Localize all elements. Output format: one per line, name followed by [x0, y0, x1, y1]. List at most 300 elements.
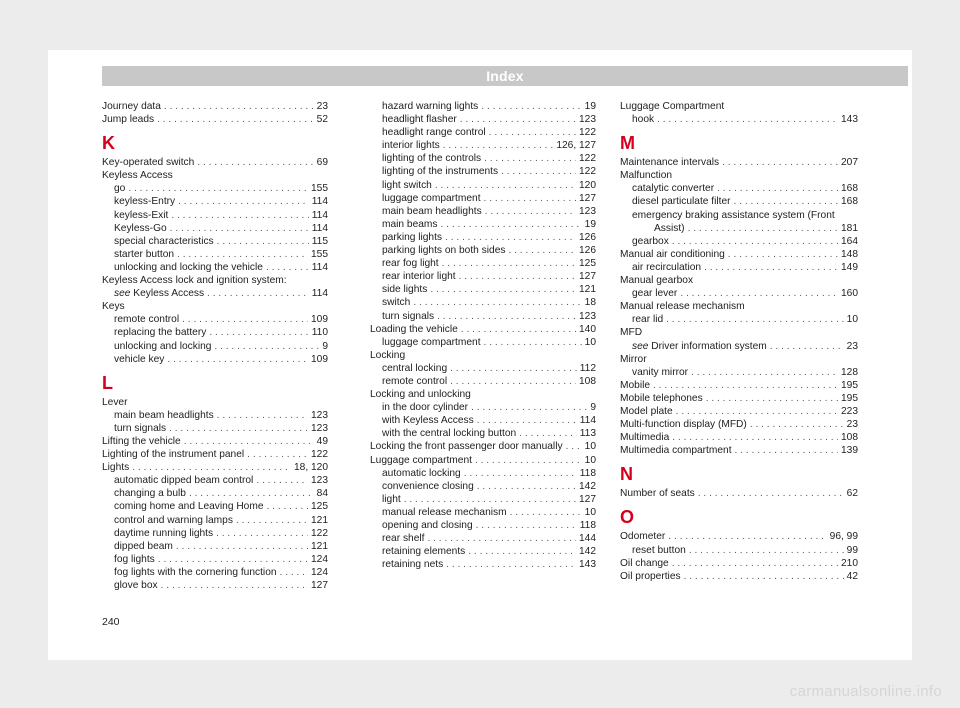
entry-label: Manual air conditioning: [620, 248, 725, 260]
entry-label: Key-operated switch: [102, 157, 195, 169]
entry-label: Multi-function display (MFD): [620, 419, 747, 431]
entry-label: coming home and Leaving Home: [114, 501, 264, 513]
dot-leader: [430, 283, 576, 296]
entry-label: Jump leads: [102, 114, 155, 126]
dot-leader: [157, 113, 314, 126]
entry-label: keyless-Exit: [114, 209, 169, 221]
dot-leader: [672, 235, 838, 248]
entry-label: unlocking and locking: [114, 340, 212, 352]
page-reference: 128: [841, 366, 858, 378]
index-subentry: [370, 414, 596, 427]
entry-label: reset button: [632, 544, 686, 556]
entry-label: parking lights: [382, 231, 443, 243]
entry-label: Journey data: [102, 101, 161, 112]
entry-label: fog lights: [114, 553, 155, 565]
watermark: carmanualsonline.info: [789, 683, 942, 700]
dot-leader: [132, 461, 291, 474]
index-heading-entry: Locking and unlocking: [370, 389, 471, 401]
entry-continuation: [632, 222, 858, 235]
index-subentry: [370, 192, 596, 205]
dot-leader: [735, 444, 838, 457]
index-subentry: [102, 248, 328, 261]
entry-label: rear interior light: [382, 271, 456, 283]
index-subentry: [102, 422, 328, 435]
dot-leader: [443, 139, 554, 152]
page-reference: 52: [316, 114, 328, 126]
see-target: Keyless Access: [130, 288, 205, 300]
page-reference: 114: [311, 209, 328, 221]
index-entry: [102, 156, 328, 169]
dot-leader: [485, 205, 576, 218]
page-reference: 122: [579, 153, 596, 165]
dot-leader: [468, 545, 576, 558]
dot-leader: [734, 195, 838, 208]
dot-leader: [161, 579, 308, 592]
page-reference: 10: [584, 454, 596, 466]
dot-leader: [484, 336, 582, 349]
entry-label: automatic locking: [382, 467, 461, 479]
see-target: Driver information system: [648, 340, 767, 352]
entry-label: central locking: [382, 362, 448, 374]
index-subentry: [370, 336, 596, 349]
index-subentry: [370, 296, 596, 309]
page-reference: 118: [579, 520, 596, 531]
index-subentry: [102, 261, 328, 274]
dot-leader: [169, 422, 308, 435]
page-reference: 49: [316, 435, 328, 447]
page-reference: 125: [579, 258, 596, 270]
entry-label: vehicle key: [114, 353, 165, 365]
entry-label: replacing the battery: [114, 327, 207, 339]
entry-label: convenience closing: [382, 480, 474, 492]
dot-leader: [178, 195, 309, 208]
entry-label: luggage compartment: [382, 192, 481, 204]
index-page: [48, 50, 912, 660]
dot-leader: [688, 222, 838, 235]
index-subentry: [620, 235, 858, 248]
entry-label: [114, 287, 204, 300]
dot-leader: [698, 487, 844, 500]
dot-leader: [236, 514, 308, 527]
index-subentry: [370, 480, 596, 493]
entry-label: main beam headlights: [114, 409, 214, 421]
dot-leader: [216, 527, 308, 540]
dot-leader: [197, 156, 313, 169]
index-subentry: [370, 506, 596, 519]
entry-label: Odometer: [620, 531, 666, 543]
dot-leader: [728, 248, 838, 261]
dot-leader: [684, 570, 844, 583]
index-subentry: [102, 340, 328, 353]
entry-label: rear lid: [632, 314, 664, 326]
entry-label: in the door cylinder: [382, 402, 469, 414]
index-subentry: [370, 270, 596, 283]
index-entry: [620, 570, 858, 583]
page-reference: 109: [311, 314, 328, 326]
dot-leader: [484, 152, 576, 165]
dot-leader: [477, 414, 577, 427]
page-reference: 122: [311, 449, 328, 461]
dot-leader: [489, 126, 576, 139]
dot-leader: [461, 323, 576, 336]
entry-label: light: [382, 493, 401, 505]
page-reference: 122: [579, 166, 596, 178]
index-subentry: [370, 362, 596, 375]
page-reference: 124: [311, 566, 328, 578]
dot-leader: [477, 480, 576, 493]
dot-leader: [445, 231, 576, 244]
index-subentry: [102, 326, 328, 339]
dot-leader: [464, 467, 577, 480]
index-subentry: [370, 139, 596, 152]
page-reference: 125: [311, 501, 328, 513]
page-reference: 126, 127: [556, 140, 596, 152]
index-subentry: [370, 100, 596, 113]
index-subentry: [620, 366, 858, 379]
page-reference: 10: [846, 314, 858, 326]
dot-leader: [672, 557, 838, 570]
entry-label: hook: [632, 114, 655, 126]
entry-label: Model plate: [620, 405, 673, 417]
page-reference: 114: [311, 261, 328, 273]
index-subentry: [102, 209, 328, 222]
page-reference: 122: [579, 127, 596, 139]
dot-leader: [689, 544, 844, 557]
index-subentry: [102, 527, 328, 540]
dot-leader: [446, 558, 576, 571]
dot-leader: [267, 500, 308, 513]
page-reference: 168: [841, 196, 858, 208]
see-reference: see: [114, 288, 131, 300]
entry-label: Locking the front passenger door manually: [370, 441, 563, 453]
page-reference: 160: [841, 288, 858, 300]
page-reference: 123: [311, 409, 328, 421]
page-reference: 122: [311, 527, 328, 539]
entry-label: changing a bulb: [114, 488, 186, 500]
index-subentry: [370, 545, 596, 558]
entry-label: Mobile: [620, 379, 651, 391]
index-entry: [102, 100, 328, 113]
index-entry: [102, 448, 328, 461]
page-reference: 148: [841, 248, 858, 260]
dot-leader: [481, 100, 581, 113]
entry-label: air recirculation: [632, 261, 702, 273]
page-reference: 195: [841, 392, 858, 404]
page-reference: 223: [841, 405, 858, 417]
page-reference: 114: [311, 288, 328, 300]
dot-leader: [437, 310, 576, 323]
dot-leader: [672, 431, 838, 444]
dot-leader: [182, 313, 308, 326]
index-subentry: [370, 493, 596, 506]
index-subentry: [370, 179, 596, 192]
index-entry: [102, 435, 328, 448]
entry-label: switch: [382, 297, 411, 309]
entry-label: headlight range control: [382, 127, 486, 139]
index-subentry: [102, 182, 328, 195]
index-subentry: [102, 500, 328, 513]
index-subentry: [620, 209, 858, 235]
entry-label: vanity mirror: [632, 366, 689, 378]
page-reference: 126: [579, 245, 596, 257]
page-reference: 23: [846, 419, 858, 431]
dot-leader: [184, 435, 314, 448]
dot-leader: [177, 248, 308, 261]
index-subentry: [620, 340, 858, 353]
dot-leader: [450, 375, 576, 388]
dot-leader: [717, 182, 838, 195]
entry-label: daytime running lights: [114, 527, 214, 539]
entry-label: luggage compartment: [382, 336, 481, 348]
page-reference: 62: [846, 488, 858, 500]
entry-label: gear lever: [632, 288, 678, 300]
page-reference: 18, 120: [294, 462, 328, 474]
dot-leader: [680, 287, 838, 300]
page-reference: 23: [846, 340, 858, 352]
index-subentry: [620, 182, 858, 195]
entry-label: starter button: [114, 248, 175, 260]
page-reference: 114: [311, 196, 328, 208]
dot-leader: [427, 532, 576, 545]
entry-label: manual release mechanism: [382, 506, 507, 518]
page-reference: 126: [579, 231, 596, 243]
page-number: 240: [102, 616, 120, 628]
page-reference: 127: [579, 271, 596, 283]
dot-leader: [508, 244, 576, 257]
index-subentry: [370, 532, 596, 545]
dot-leader: [484, 192, 576, 205]
index-heading-entry: Mirror: [620, 353, 647, 365]
page-reference: 18: [584, 297, 596, 309]
page-reference: 121: [311, 514, 328, 526]
dot-leader: [668, 530, 826, 543]
dot-leader: [519, 427, 577, 440]
index-entry: [620, 405, 858, 418]
index-subentry: [102, 474, 328, 487]
index-subentry: [620, 113, 858, 126]
page-reference: 164: [841, 235, 858, 247]
page-reference: 127: [579, 192, 596, 204]
index-subentry: [620, 287, 858, 300]
page-reference: 96, 99: [829, 531, 858, 543]
index-entry: [620, 557, 858, 570]
entry-label: lighting of the controls: [382, 153, 482, 165]
index-heading-entry: Manual gearbox: [620, 275, 694, 287]
dot-leader: [413, 296, 581, 309]
index-subentry: [370, 218, 596, 231]
page-reference: 123: [311, 422, 328, 434]
page-reference: 127: [579, 493, 596, 505]
index-column-3: [620, 100, 858, 583]
page-reference: 139: [841, 445, 858, 457]
index-subentry: [102, 409, 328, 422]
entry-label: with the central locking button: [382, 428, 517, 440]
index-entry: [620, 444, 858, 457]
index-subentry: [370, 231, 596, 244]
index-subentry: [102, 487, 328, 500]
page-reference: 168: [841, 183, 858, 195]
entry-label: Keyless-Go: [114, 222, 167, 234]
page-reference: 109: [311, 353, 328, 365]
dot-leader: [214, 340, 319, 353]
see-reference: see: [632, 340, 649, 352]
index-entry: [370, 440, 596, 453]
page-reference: 114: [579, 415, 596, 427]
entry-label: Number of seats: [620, 488, 695, 500]
dot-leader: [158, 553, 308, 566]
index-entry: [102, 113, 328, 126]
index-subentry: [370, 257, 596, 270]
page-reference: 23: [316, 101, 328, 112]
index-entry: [620, 418, 858, 431]
entry-label: Oil properties: [620, 570, 681, 582]
page-reference: 121: [311, 540, 328, 552]
dot-leader: [164, 100, 314, 113]
entry-label: Lifting the vehicle: [102, 435, 181, 447]
index-subentry: [370, 310, 596, 323]
dot-leader: [442, 257, 576, 270]
dot-leader: [176, 540, 308, 553]
entry-label: Maintenance intervals: [620, 157, 720, 169]
index-subentry: [102, 313, 328, 326]
index-subentry: [370, 427, 596, 440]
page-reference: 19: [584, 101, 596, 112]
index-heading-entry: Lever: [102, 396, 128, 408]
page-reference: 84: [316, 488, 328, 500]
page-reference: 99: [846, 544, 858, 556]
dot-leader: [441, 218, 582, 231]
entry-label: glove box: [114, 580, 158, 591]
index-subentry: [370, 113, 596, 126]
entry-label: catalytic converter: [632, 183, 715, 195]
index-subentry: [370, 375, 596, 388]
entry-label: Loading the vehicle: [370, 323, 458, 335]
entry-label: turn signals: [382, 310, 435, 322]
page-reference: 42: [846, 570, 858, 582]
index-subentry: [620, 195, 858, 208]
index-heading-entry: Keys: [102, 301, 125, 313]
entry-label: retaining nets: [382, 559, 444, 571]
dot-leader: [167, 353, 308, 366]
entry-label: automatic dipped beam control: [114, 475, 254, 487]
page-reference: 123: [311, 475, 328, 487]
dot-leader: [128, 182, 308, 195]
dot-leader: [676, 405, 838, 418]
index-entry: [370, 454, 596, 467]
entry-label: turn signals: [114, 422, 167, 434]
page-header: Index: [102, 66, 908, 86]
dot-leader: [653, 379, 838, 392]
page-reference: 118: [579, 467, 596, 479]
entry-label: gearbox: [632, 235, 669, 247]
index-subentry: [370, 165, 596, 178]
index-subentry: [370, 401, 596, 414]
index-heading-entry: Keyless Access lock and ignition system:: [102, 275, 287, 287]
dot-leader: [770, 340, 844, 353]
page-reference: 181: [841, 222, 858, 234]
index-subentry: [102, 514, 328, 527]
page-reference: 143: [579, 559, 596, 571]
page-reference: 10: [584, 441, 596, 453]
dot-leader: [256, 474, 308, 487]
index-subentry: [620, 544, 858, 557]
entry-label: [632, 340, 767, 353]
page-reference: 143: [841, 114, 858, 126]
index-subentry: [370, 467, 596, 480]
index-entry: [620, 487, 858, 500]
page-reference: 144: [579, 533, 596, 545]
entry-label: Luggage compartment: [370, 454, 472, 466]
dot-leader: [459, 270, 576, 283]
index-entry: [620, 248, 858, 261]
page-reference: 120: [579, 179, 596, 191]
index-subentry: [370, 126, 596, 139]
index-subentry: [370, 558, 596, 571]
index-heading-entry: Luggage Compartment: [620, 101, 725, 112]
index-subentry: [370, 205, 596, 218]
index-subentry: [102, 195, 328, 208]
entry-label: lighting of the instruments: [382, 166, 499, 178]
entry-label: with Keyless Access: [382, 415, 474, 427]
entry-label: opening and closing: [382, 520, 473, 531]
dot-leader: [450, 362, 577, 375]
index-heading-entry: MFD: [620, 327, 643, 339]
dot-leader: [722, 156, 838, 169]
entry-label: headlight flasher: [382, 114, 457, 126]
entry-label: emergency braking assistance system (Front: [632, 209, 835, 221]
entry-label: hazard warning lights: [382, 101, 479, 112]
index-subentry: [620, 261, 858, 274]
page-reference: 142: [579, 546, 596, 558]
entry-label: go: [114, 183, 126, 195]
entry-label: fog lights with the cornering function: [114, 566, 277, 578]
index-subentry: [620, 313, 858, 326]
index-entry: [620, 431, 858, 444]
index-heading-entry: Manual release mechanism: [620, 301, 745, 313]
entry-label: diesel particulate filter: [632, 196, 731, 208]
page-reference: 69: [316, 157, 328, 169]
entry-label: keyless-Entry: [114, 196, 176, 208]
index-heading-entry: Locking: [370, 349, 406, 361]
entry-label: interior lights: [382, 140, 440, 152]
dot-leader: [510, 506, 582, 519]
index-subentry: [102, 553, 328, 566]
dot-leader: [189, 487, 314, 500]
page-reference: 123: [579, 310, 596, 322]
page-reference: 195: [841, 379, 858, 391]
index-column-2: [370, 100, 596, 571]
page-reference: 142: [579, 480, 596, 492]
dot-leader: [566, 440, 582, 453]
dot-leader: [207, 287, 309, 300]
index-subentry: [102, 235, 328, 248]
entry-label: Multimedia compartment: [620, 445, 732, 457]
entry-label: Multimedia: [620, 432, 670, 444]
page-reference: 123: [579, 114, 596, 126]
entry-label: Lights: [102, 462, 130, 474]
entry-label: light switch: [382, 179, 432, 191]
page-reference: 108: [579, 375, 596, 387]
entry-label: main beams: [382, 218, 438, 230]
page-reference: 113: [579, 428, 596, 440]
index-letter-heading: N: [620, 464, 633, 485]
index-letter-heading: O: [620, 507, 635, 528]
index-subentry: [370, 152, 596, 165]
page-reference: 124: [311, 553, 328, 565]
dot-leader: [404, 493, 576, 506]
dot-leader: [247, 448, 308, 461]
dot-leader: [476, 519, 577, 532]
